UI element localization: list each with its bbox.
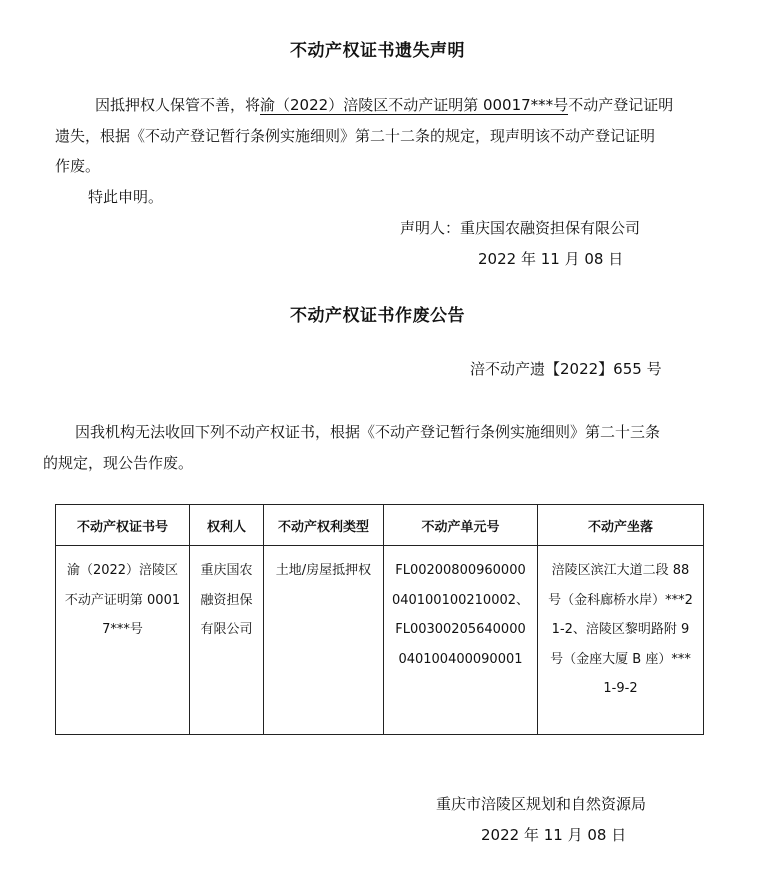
loss-statement-para1-line3: 作废。 [55, 157, 101, 175]
void-certificate-table [55, 504, 704, 735]
cell-unit-no [384, 546, 538, 735]
table-header-row [56, 505, 704, 546]
para1-prefix: 因抵押权人保管不善，将 [95, 96, 261, 114]
owner-line: 融资担保 [200, 592, 253, 608]
cert-no-line: 渝（2022）涪陵区 [66, 563, 179, 578]
cert-no-line: 7***号 [102, 622, 143, 637]
location-line: 号（金科廊桥水岸）***2 [548, 592, 693, 608]
cell-cert-no [56, 546, 190, 735]
void-notice-para-line1: 因我机构无法收回下列不动产权证书，根据《不动产登记暂行条例实施细则》第二十三条 [75, 423, 661, 441]
table-row [56, 546, 704, 735]
unit-no-line: FL00200800960000 [395, 563, 526, 578]
unit-no-line: FL00300205640000 [395, 622, 526, 637]
cell-location [538, 546, 704, 735]
lost-certificate-number: 渝（2022）涪陵区不动产证明第 00017***号 [260, 96, 569, 114]
cell-owner [190, 546, 264, 735]
loss-statement-declarant: 声明人：重庆国农融资担保有限公司 [400, 219, 641, 237]
header-right-type: 不动产权利类型 [264, 505, 384, 546]
void-notice-doc-number: 涪不动产遗【2022】655 号 [470, 360, 662, 378]
loss-statement-para1-line2: 遗失，根据《不动产登记暂行条例实施细则》第二十二条的规定，现声明该不动产登记证明 [55, 127, 656, 145]
void-notice-para-line2: 的规定，现公告作废。 [43, 454, 194, 472]
loss-statement-para1-line1 [95, 95, 673, 115]
unit-no-line: 040100100210002、 [391, 592, 530, 608]
location-line: 1-2、涪陵区黎明路附 9 [551, 622, 690, 637]
unit-no-line: 040100400090001 [398, 651, 523, 667]
header-location: 不动产坐落 [538, 505, 704, 546]
loss-statement-title: 不动产权证书遗失声明 [290, 41, 465, 61]
loss-statement-para2: 特此申明。 [88, 188, 164, 206]
owner-line: 有限公司 [200, 622, 253, 637]
owner-line: 重庆国农 [200, 563, 253, 578]
location-line: 涪陵区滨江大道二段 88 [551, 563, 690, 578]
loss-statement-date: 2022 年 11 月 08 日 [478, 250, 624, 268]
right-type-line: 土地/房屋抵押权 [275, 563, 372, 578]
para1-suffix: 不动产登记证明 [568, 96, 674, 114]
location-line: 号（金座大厦 B 座）*** [550, 651, 691, 667]
header-owner: 权利人 [190, 505, 264, 546]
location-line: 1-9-2 [603, 681, 638, 696]
void-notice-date: 2022 年 11 月 08 日 [481, 826, 627, 844]
cell-right-type [264, 546, 384, 735]
header-cert-no: 不动产权证书号 [56, 505, 190, 546]
void-notice-title: 不动产权证书作废公告 [290, 306, 465, 326]
header-unit-no: 不动产单元号 [384, 505, 538, 546]
void-notice-issuer: 重庆市涪陵区规划和自然资源局 [436, 795, 647, 813]
cert-no-line: 不动产证明第 0001 [64, 592, 181, 608]
